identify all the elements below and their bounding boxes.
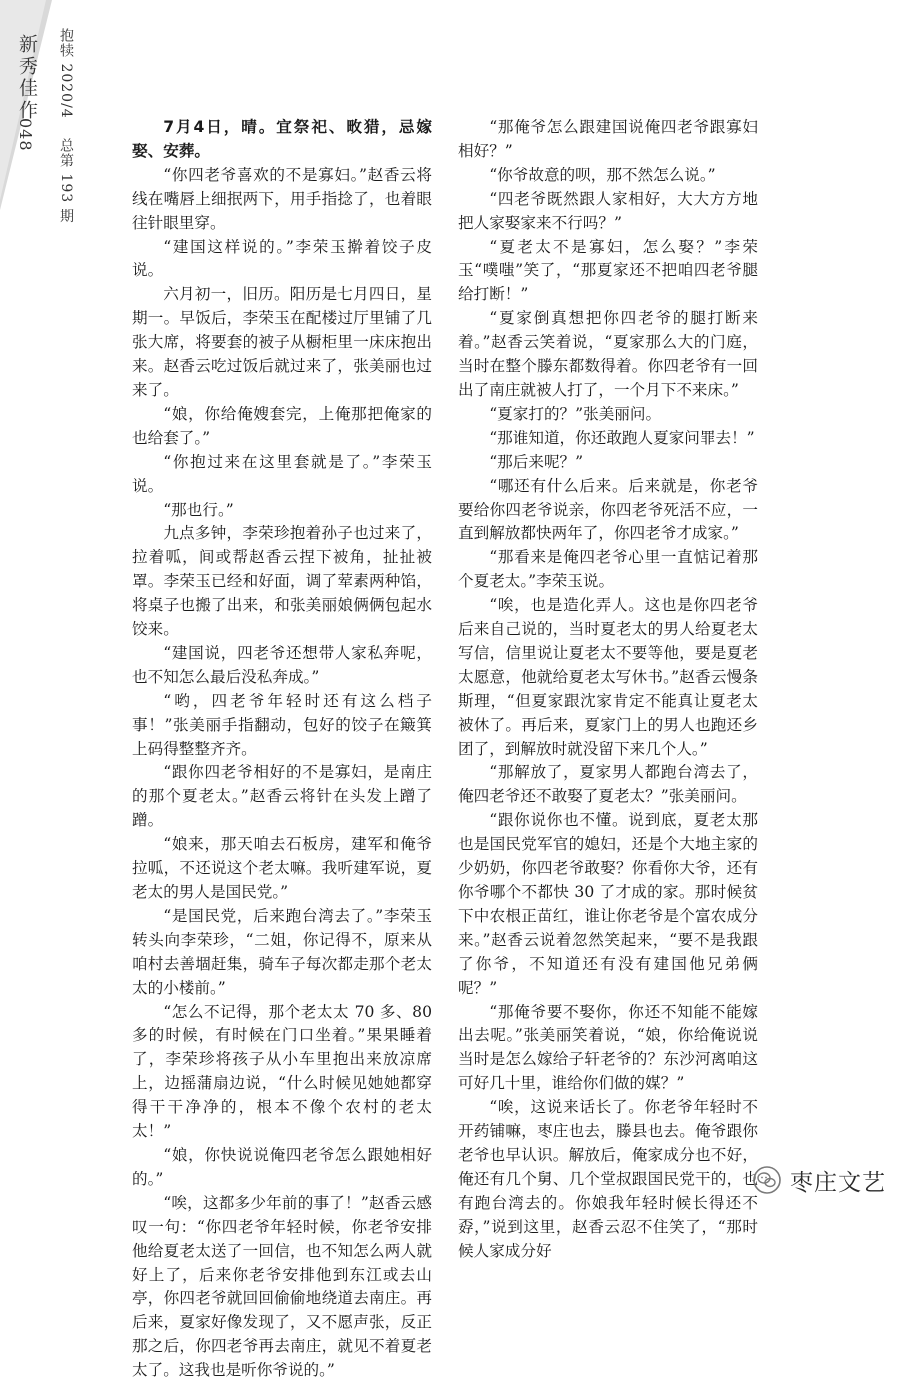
- paragraph: “怎么不记得，那个老太太 70 多、80 多的时候，有时候在门口坐着。”果果睡着了，李荣珍将孩子从小车里抱出来放凉席上，边摇蒲扇边说，“什么时候见她她都穿得干干净净的，根本不像个农村的老太太！”: [132, 1002, 432, 1141]
- page-number: 048: [16, 118, 35, 152]
- paragraph: “你四老爷喜欢的不是寡妇。”赵香云将线在嘴唇上细抿两下，用手指捻了，也着眼往针眼里穿。: [132, 165, 432, 232]
- paragraph: “是国民党，后来跑台湾去了。”李荣玉转头向李荣珍，“二姐，你记得不，原来从咱村去善堌赶集，骑车子每次都走那个老太太的小楼前。”: [132, 906, 432, 997]
- paragraph: “那俺爷怎么跟建国说俺四老爷跟寡妇相好？”: [458, 118, 758, 160]
- paragraph: “那俺爷要不娶你，你还不知能不能嫁出去呢。”张美丽笑着说，“娘，你给俺说说当时是怎么嫁给子轩老爷的？东沙河离咱这可好几十里，谁给你们做的媒？”: [458, 1002, 758, 1093]
- paragraph: “建国说，四老爷还想带人家私奔呢，也不知怎么最后没私奔成。”: [132, 643, 432, 686]
- paragraph: “娘来，那天咱去石板房，建军和俺爷拉呱，不还说这个老太嘛。我听建军说，夏老太的男人是国民党。”: [132, 835, 432, 901]
- paragraph: “夏家打的？”张美丽问。: [489, 404, 662, 423]
- paragraph: 九点多钟，李荣珍抱着孙子也过来了，拉着呱，间或帮赵香云捏下被角，扯扯被罩。李荣玉已经和好面，调了荤素两种馅，将桌子也搬了出来，和张美丽娘俩俩包起水饺来。: [132, 524, 432, 639]
- paragraph: “那后来呢？”: [489, 452, 584, 471]
- paragraph: “那看来是俺四老爷心里一直惦记着那个夏老太。”李荣玉说。: [458, 548, 758, 591]
- paragraph: “哪还有什么后来。后来就是，你老爷要给你四老爷说亲，你四老爷死活不应，一直到解放都快两年了，你四老爷才成家。”: [458, 476, 758, 543]
- paragraph: “娘，你给俺嫂套完，上俺那把俺家的也给套了。”: [132, 404, 432, 447]
- paragraph: “哟，四老爷年轻时还有这么档子事！”张美丽手指翻动，包好的饺子在簸箕上码得整整齐齐。: [132, 691, 432, 758]
- paragraph: “你爷故意的呗，那不然怎么说。”: [489, 165, 716, 184]
- wechat-watermark: [752, 1160, 886, 1200]
- paragraph: “四老爷既然跟人家相好，大大方方地把人家娶家来不行吗？”: [458, 189, 758, 232]
- article-column-left: [132, 116, 432, 1383]
- paragraph: “你抱过来在这里套就是了。”李荣玉说。: [132, 452, 432, 495]
- paragraph: “夏老太不是寡妇，怎么娶？”李荣玉“噗嗤”笑了，“那夏家还不把咱四老爷腿给打断！”: [458, 237, 758, 304]
- issue-info: [56, 28, 76, 238]
- paragraph: “娘，你快说说俺四老爷怎么跟她相好的。”: [132, 1145, 432, 1188]
- paragraph: “夏家倒真想把你四老爷的腿打断来着。”赵香云笑着说，“夏家那么大的门庭，当时在整个滕东都数得着。你四老爷有一回出了南庄就被人打了，一个月下不来床。”: [458, 309, 758, 399]
- paragraph: “唉，也是造化弄人。这也是你四老爷后来自己说的，当时夏老太的男人给夏老太写信，信里说让夏老太不要等他，要是夏老太愿意，他就给夏老太写休书。”赵香云慢条斯理，“但夏家跟沈家肯定不能真让夏老太被休了。再后来，夏家门上的男人也跑还乡团了，到解放时就没留下来几个人。”: [458, 596, 758, 758]
- paragraph: “那解放了，夏家男人都跑台湾去了，俺四老爷还不敢娶了夏老太？”张美丽问。: [458, 763, 758, 806]
- article-column-right: [458, 116, 758, 1264]
- paragraph: 六月初一，旧历。阳历是七月四日，星期一。早饭后，李荣玉在配楼过厅里铺了几张大席，将要套的被子从橱柜里一床床抱出来。赵香云吃过饭后就过来了，张美丽也过来了。: [132, 285, 432, 399]
- date-heading: 7月4日，晴。宜祭祀、畋猎，忌嫁娶、安葬。: [132, 118, 432, 160]
- paragraph: “唉，这说来话长了。你老爷年轻时不开药铺嘛，枣庄也去，滕县也去。俺爷跟你老爷也早认识。解放后，俺家成分也不好，俺还有几个舅、几个堂叔跟国民党干的，也有跑台湾去的。你娘我年轻时候长得还不孬，”说到这里，赵香云忍不住笑了，“那时候人家成分好: [458, 1098, 758, 1260]
- chat-bubble-logo-icon: [752, 1165, 782, 1195]
- paragraph: “建国这样说的。”李荣玉擀着饺子皮说。: [132, 237, 432, 280]
- paragraph: “跟你说你也不懂。说到底，夏老太那也是国民党军官的媳妇，还是个大地主家的少奶奶，你四老爷敢娶？你看你大爷，还有你爷哪个不都快 30 了才成的家。那时候贫下中农根正苗红，谁让你老爷是个富农成分来。”赵香云说着忽然笑起来，“要不是我跟了你爷，不知道还有没有建国他兄弟俩呢？”: [458, 811, 758, 997]
- section-name: 新秀佳作: [16, 34, 38, 122]
- paragraph: “那也行。”: [163, 500, 234, 519]
- watermark-text: 枣庄文艺: [790, 1169, 886, 1196]
- paragraph: “跟你四老爷相好的不是寡妇，是南庄的那个夏老太。”赵香云将针在头发上蹭了蹭。: [132, 763, 432, 830]
- paragraph: “唉，这都多少年前的事了！”赵香云感叹一句：“你四老爷年轻时候，你老爷安排他给夏老太送了一回信，也不知怎么两人就好上了，后来你老爷安排他到东江或去山亭，你四老爷就回回偷偷地绕道去南庄。再后来，夏家好像发现了，又不愿声张，反正那之后，你四老爷再去南庄，就见不着夏老太了。这我也是听你爷说的。”: [132, 1193, 432, 1380]
- paragraph: “那谁知道，你还敢跑人夏家问罪去！”: [489, 428, 755, 447]
- issue-total: 总第 193 期: [58, 138, 74, 224]
- issue-date: 抱犊 2020/4: [58, 28, 74, 119]
